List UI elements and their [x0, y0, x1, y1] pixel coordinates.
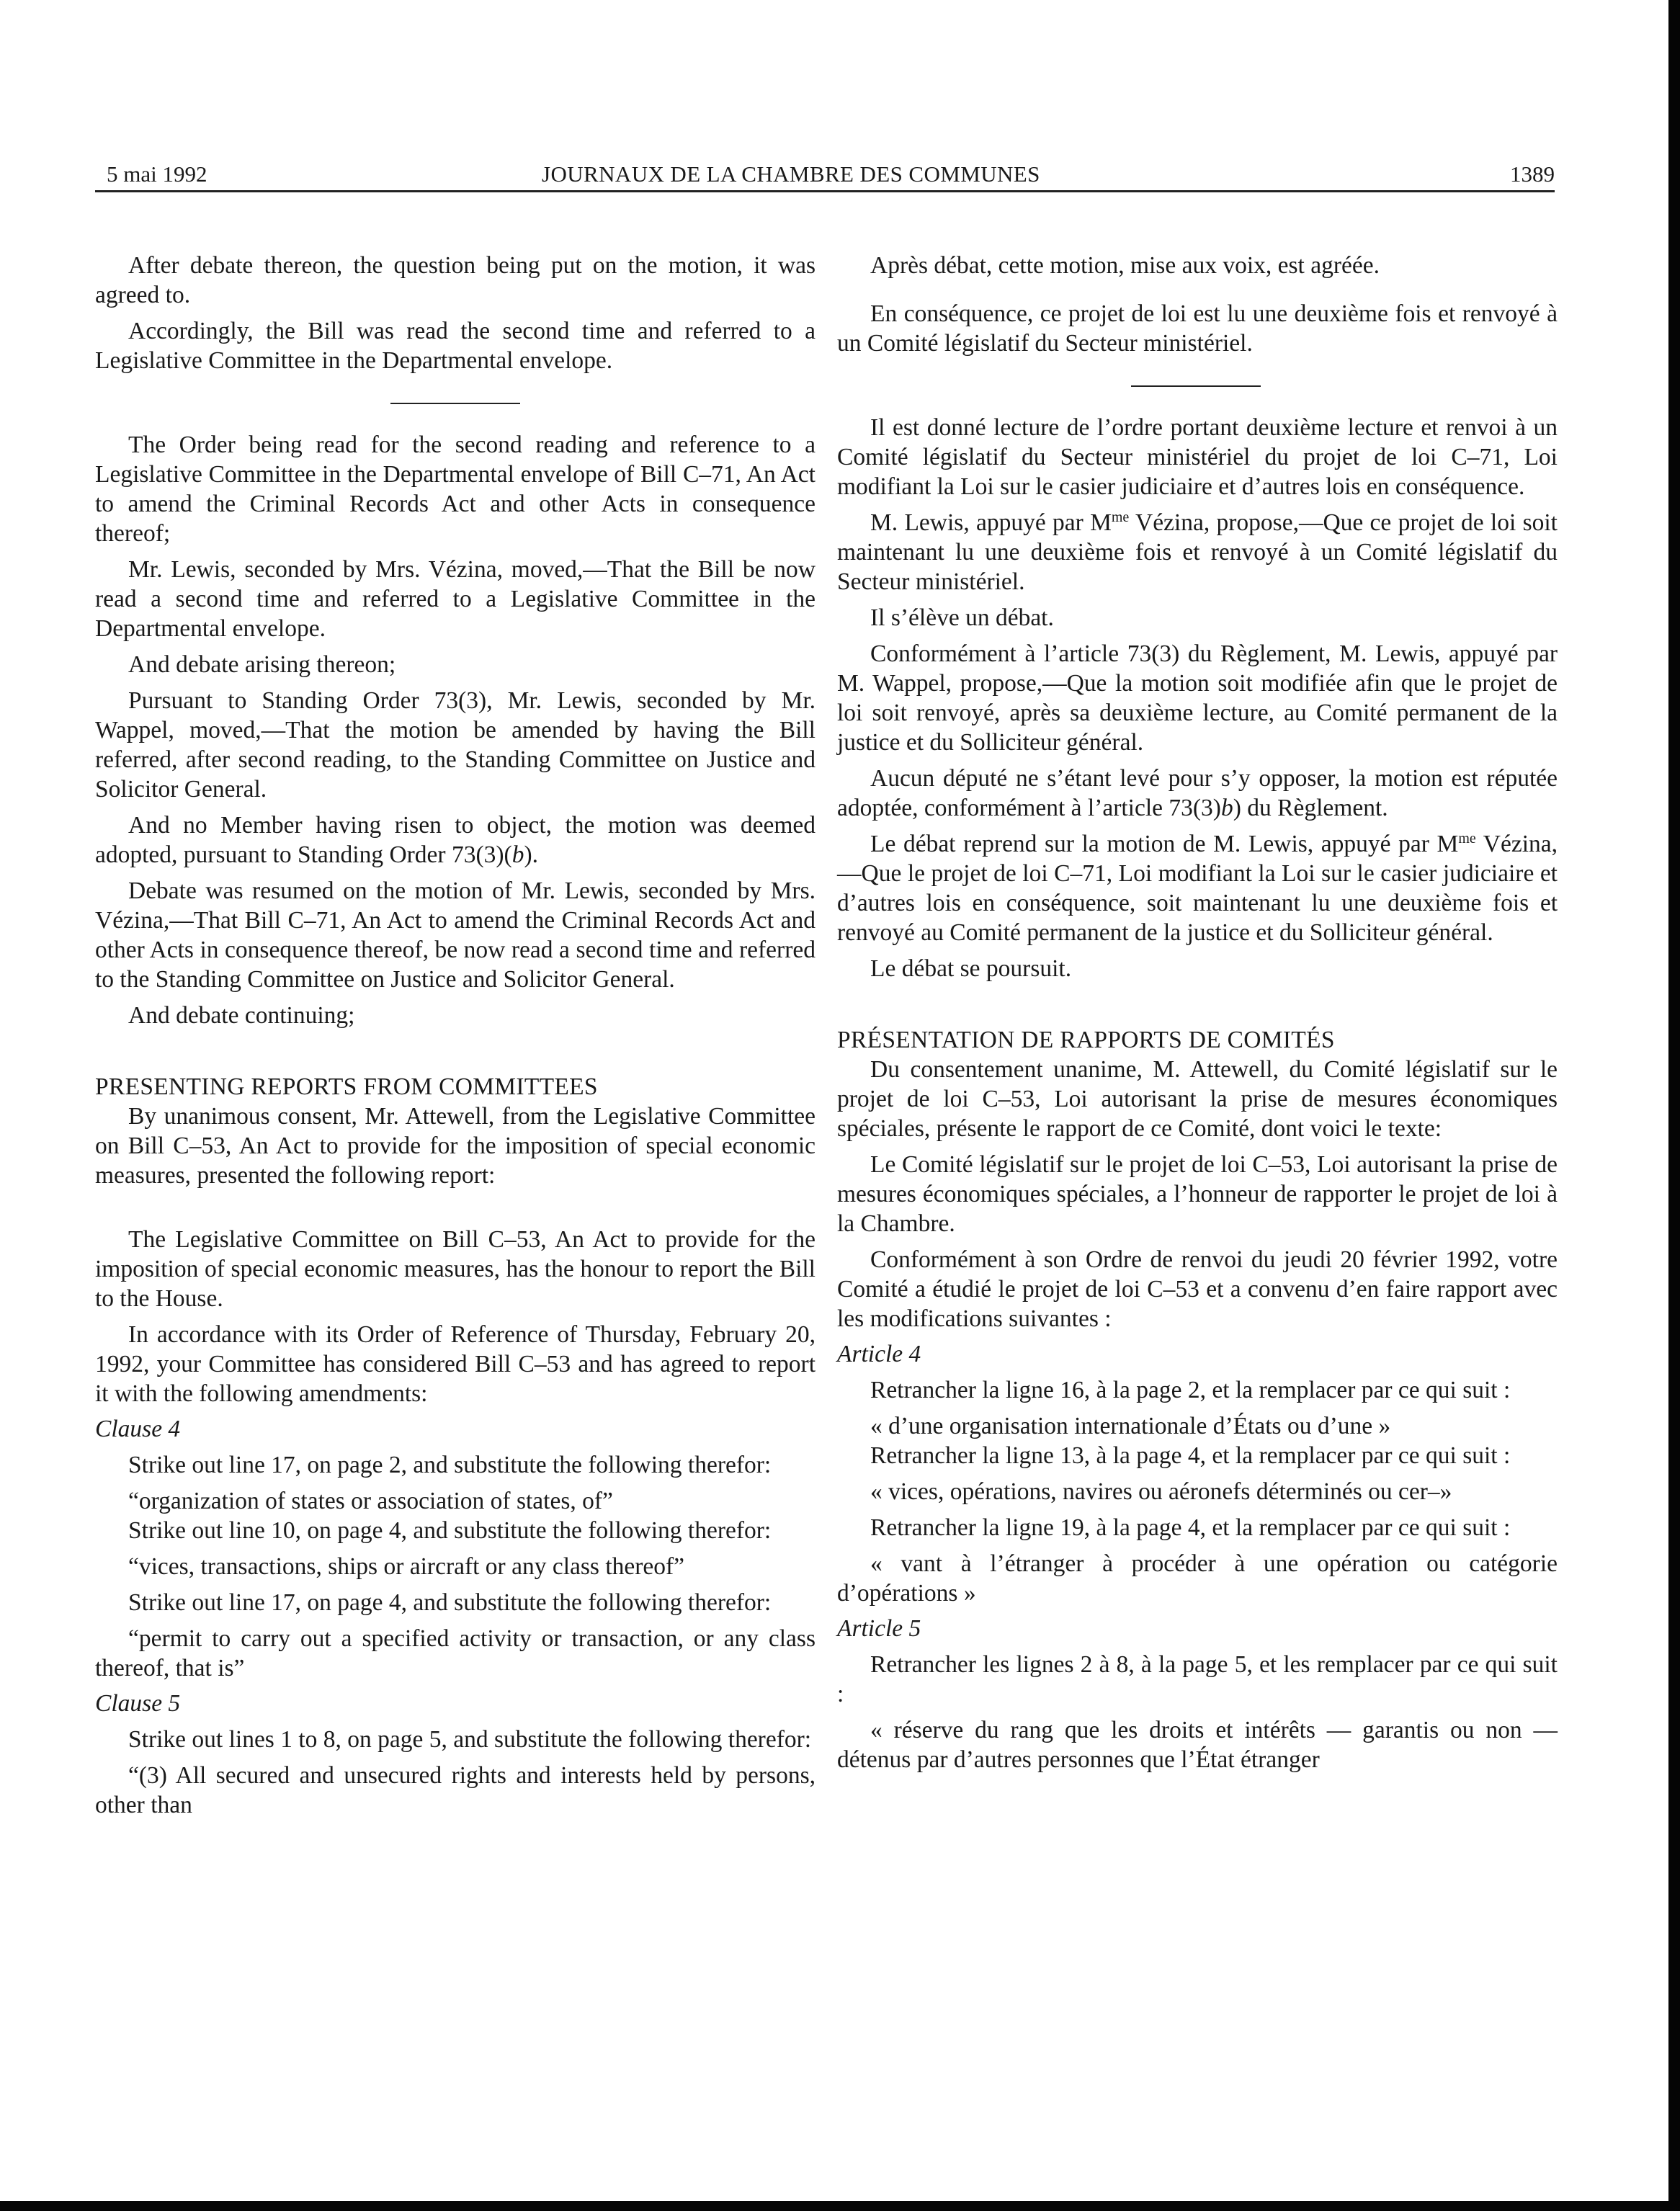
paragraph: Accordingly, the Bill was read the second time and referred to a Legislative Committee in the Departmental envelope.	[95, 318, 816, 374]
paragraph: Strike out line 17, on page 4, and substitute the following therefor:	[128, 1589, 772, 1616]
article-heading: Article 5	[837, 1615, 921, 1642]
paragraph: Il est donné lecture de l’ordre portant deuxième lecture et renvoi à un Comité législatif du Secteur ministériel du projet de loi C–71, Loi modifiant la Loi sur le casier judiciaire et d’autres lois en conséquence.	[837, 414, 1558, 500]
paragraph: Retrancher la ligne 13, à la page 4, et la remplacer par ce qui suit :	[870, 1442, 1511, 1469]
paragraph: Mr. Lewis, seconded by Mrs. Vézina, moved,—That the Bill be now read a second time and referred to a Legislative Committee in the Departmental envelope.	[95, 556, 816, 642]
scan-border-right	[1668, 0, 1680, 2211]
header-rule	[95, 190, 1555, 192]
article-heading: Article 4	[837, 1341, 921, 1367]
paragraph: Conformément à l’article 73(3) du Règlement, M. Lewis, appuyé par M. Wappel, propose,—Que la motion soit modifiée afin que le projet de loi soit renvoyé, après sa deuxième lecture, au Comité permanent de la justice et du Solliciteur général.	[837, 640, 1558, 756]
paragraph: En conséquence, ce projet de loi est lu une deuxième fois et renvoyé à un Comité législatif du Secteur ministériel.	[837, 300, 1558, 357]
paragraph: M. Lewis, appuyé par $M^{me}$ Vézina, propose,—Que ce projet de loi soit maintenant lu une deuxième fois et renvoyé à un Comité législatif du Secteur ministériel.	[837, 509, 1558, 595]
paragraph: The Order being read for the second reading and reference to a Legislative Committee in the Departmental envelope of Bill C–71, An Act to amend the Criminal Records Act and other Acts in consequence thereof;	[95, 432, 816, 547]
paragraph: Aucun député ne s’étant levé pour s’y opposer, la motion est réputée adoptée, conformément à l’article 73(3)b) du Règlement.	[837, 765, 1558, 821]
section-heading: PRÉSENTATION DE RAPPORTS DE COMITÉS	[837, 1027, 1335, 1053]
french-column	[837, 251, 1558, 1774]
paragraph: Strike out line 10, on page 4, and substitute the following therefor:	[128, 1517, 772, 1544]
clause-heading: Clause 5	[95, 1690, 181, 1717]
english-column	[95, 251, 816, 1820]
paragraph: Retrancher la ligne 19, à la page 4, et la remplacer par ce qui suit :	[870, 1514, 1511, 1541]
quoted-text: « vices, opérations, navires ou aéronefs déterminés ou cer–»	[870, 1478, 1452, 1505]
section-heading: PRESENTING REPORTS FROM COMMITTEES	[95, 1073, 598, 1100]
clause-heading: Clause 4	[95, 1416, 181, 1442]
paragraph: Le débat reprend sur la motion de M. Lewis, appuyé par $M^{me}$ Vézina,—Que le projet de loi C–71, Loi modifiant la Loi sur le casier judiciaire et d’autres lois en conséquence, soit maintenant lu une deuxième fois et renvoyé au Comité permanent de la justice et du Solliciteur général.	[837, 831, 1558, 946]
header-page-number: 1389	[1510, 161, 1555, 187]
paragraph: Retrancher la ligne 16, à la page 2, et la remplacer par ce qui suit :	[870, 1377, 1511, 1403]
paragraph: In accordance with its Order of Reference of Thursday, February 20, 1992, your Committee has considered Bill C–53 and has agreed to report it with the following amendments:	[95, 1321, 816, 1407]
quoted-text: « vant à l’étranger à procéder à une opération ou catégorie d’opérations »	[837, 1550, 1558, 1607]
quoted-text: “permit to carry out a specified activity or transaction, or any class thereof, that is”	[95, 1625, 816, 1681]
quoted-text: “(3) All secured and unsecured rights and interests held by persons, other than	[95, 1762, 816, 1818]
quoted-text: « réserve du rang que les droits et intérêts — garantis ou non — détenus par d’autres personnes que l’État étranger	[837, 1717, 1558, 1773]
paragraph: Il s’élève un débat.	[870, 604, 1054, 631]
paragraph: After debate thereon, the question being put on the motion, it was agreed to.	[95, 252, 816, 308]
paragraph: The Legislative Committee on Bill C–53, An Act to provide for the imposition of special economic measures, has the honour to report the Bill to the House.	[95, 1226, 816, 1312]
paragraph: Debate was resumed on the motion of Mr. Lewis, seconded by Mrs. Vézina,—That Bill C–71, An Act to amend the Criminal Records Act and other Acts in consequence thereof, be now read a second time and referred to the Standing Committee on Justice and Solicitor General.	[95, 877, 816, 993]
section-separator	[1131, 385, 1261, 387]
quoted-text: “vices, transactions, ships or aircraft or any class thereof”	[128, 1553, 685, 1580]
section-separator	[390, 403, 520, 404]
quoted-text: « d’une organisation internationale d’États ou d’une »	[870, 1413, 1391, 1439]
paragraph: Du consentement unanime, M. Attewell, du Comité législatif sur le projet de loi C–53, Loi autorisant la prise de mesures économiques spéciales, présente le rapport de ce Comité, dont voici le texte:	[837, 1056, 1558, 1142]
header-journal-title: JOURNAUX DE LA CHAMBRE DES COMMUNES	[542, 161, 1040, 187]
paragraph: By unanimous consent, Mr. Attewell, from the Legislative Committee on Bill C–53, An Act to provide for the imposition of special economic measures, presented the following report:	[95, 1103, 816, 1189]
quoted-text: “organization of states or association of states, of”	[128, 1488, 613, 1514]
paragraph: Conformément à son Ordre de renvoi du jeudi 20 février 1992, votre Comité a étudié le projet de loi C–53 et a convenu d’en faire rapport avec les modifications suivantes :	[837, 1246, 1558, 1332]
paragraph: Le débat se poursuit.	[870, 955, 1072, 982]
header-date: 5 mai 1992	[107, 161, 207, 187]
paragraph: And debate arising thereon;	[128, 651, 396, 678]
scan-border-bottom	[0, 2201, 1680, 2211]
paragraph: Pursuant to Standing Order 73(3), Mr. Lewis, seconded by Mr. Wappel, moved,—That the motion be amended by having the Bill referred, after second reading, to the Standing Committee on Justice and Solicitor General.	[95, 687, 816, 803]
paragraph: Strike out lines 1 to 8, on page 5, and substitute the following therefor:	[128, 1726, 812, 1753]
paragraph: And debate continuing;	[128, 1002, 355, 1029]
paragraph: Le Comité législatif sur le projet de loi C–53, Loi autorisant la prise de mesures économiques spéciales, a l’honneur de rapporter le projet de loi à la Chambre.	[837, 1151, 1558, 1237]
paragraph: And no Member having risen to object, the motion was deemed adopted, pursuant to Standing Order 73(3)(b).	[95, 812, 816, 868]
paragraph: Retrancher les lignes 2 à 8, à la page 5, et les remplacer par ce qui suit :	[837, 1651, 1558, 1707]
paragraph: Après débat, cette motion, mise aux voix, est agréée.	[870, 252, 1380, 279]
paragraph: Strike out line 17, on page 2, and substitute the following therefor:	[128, 1452, 772, 1478]
